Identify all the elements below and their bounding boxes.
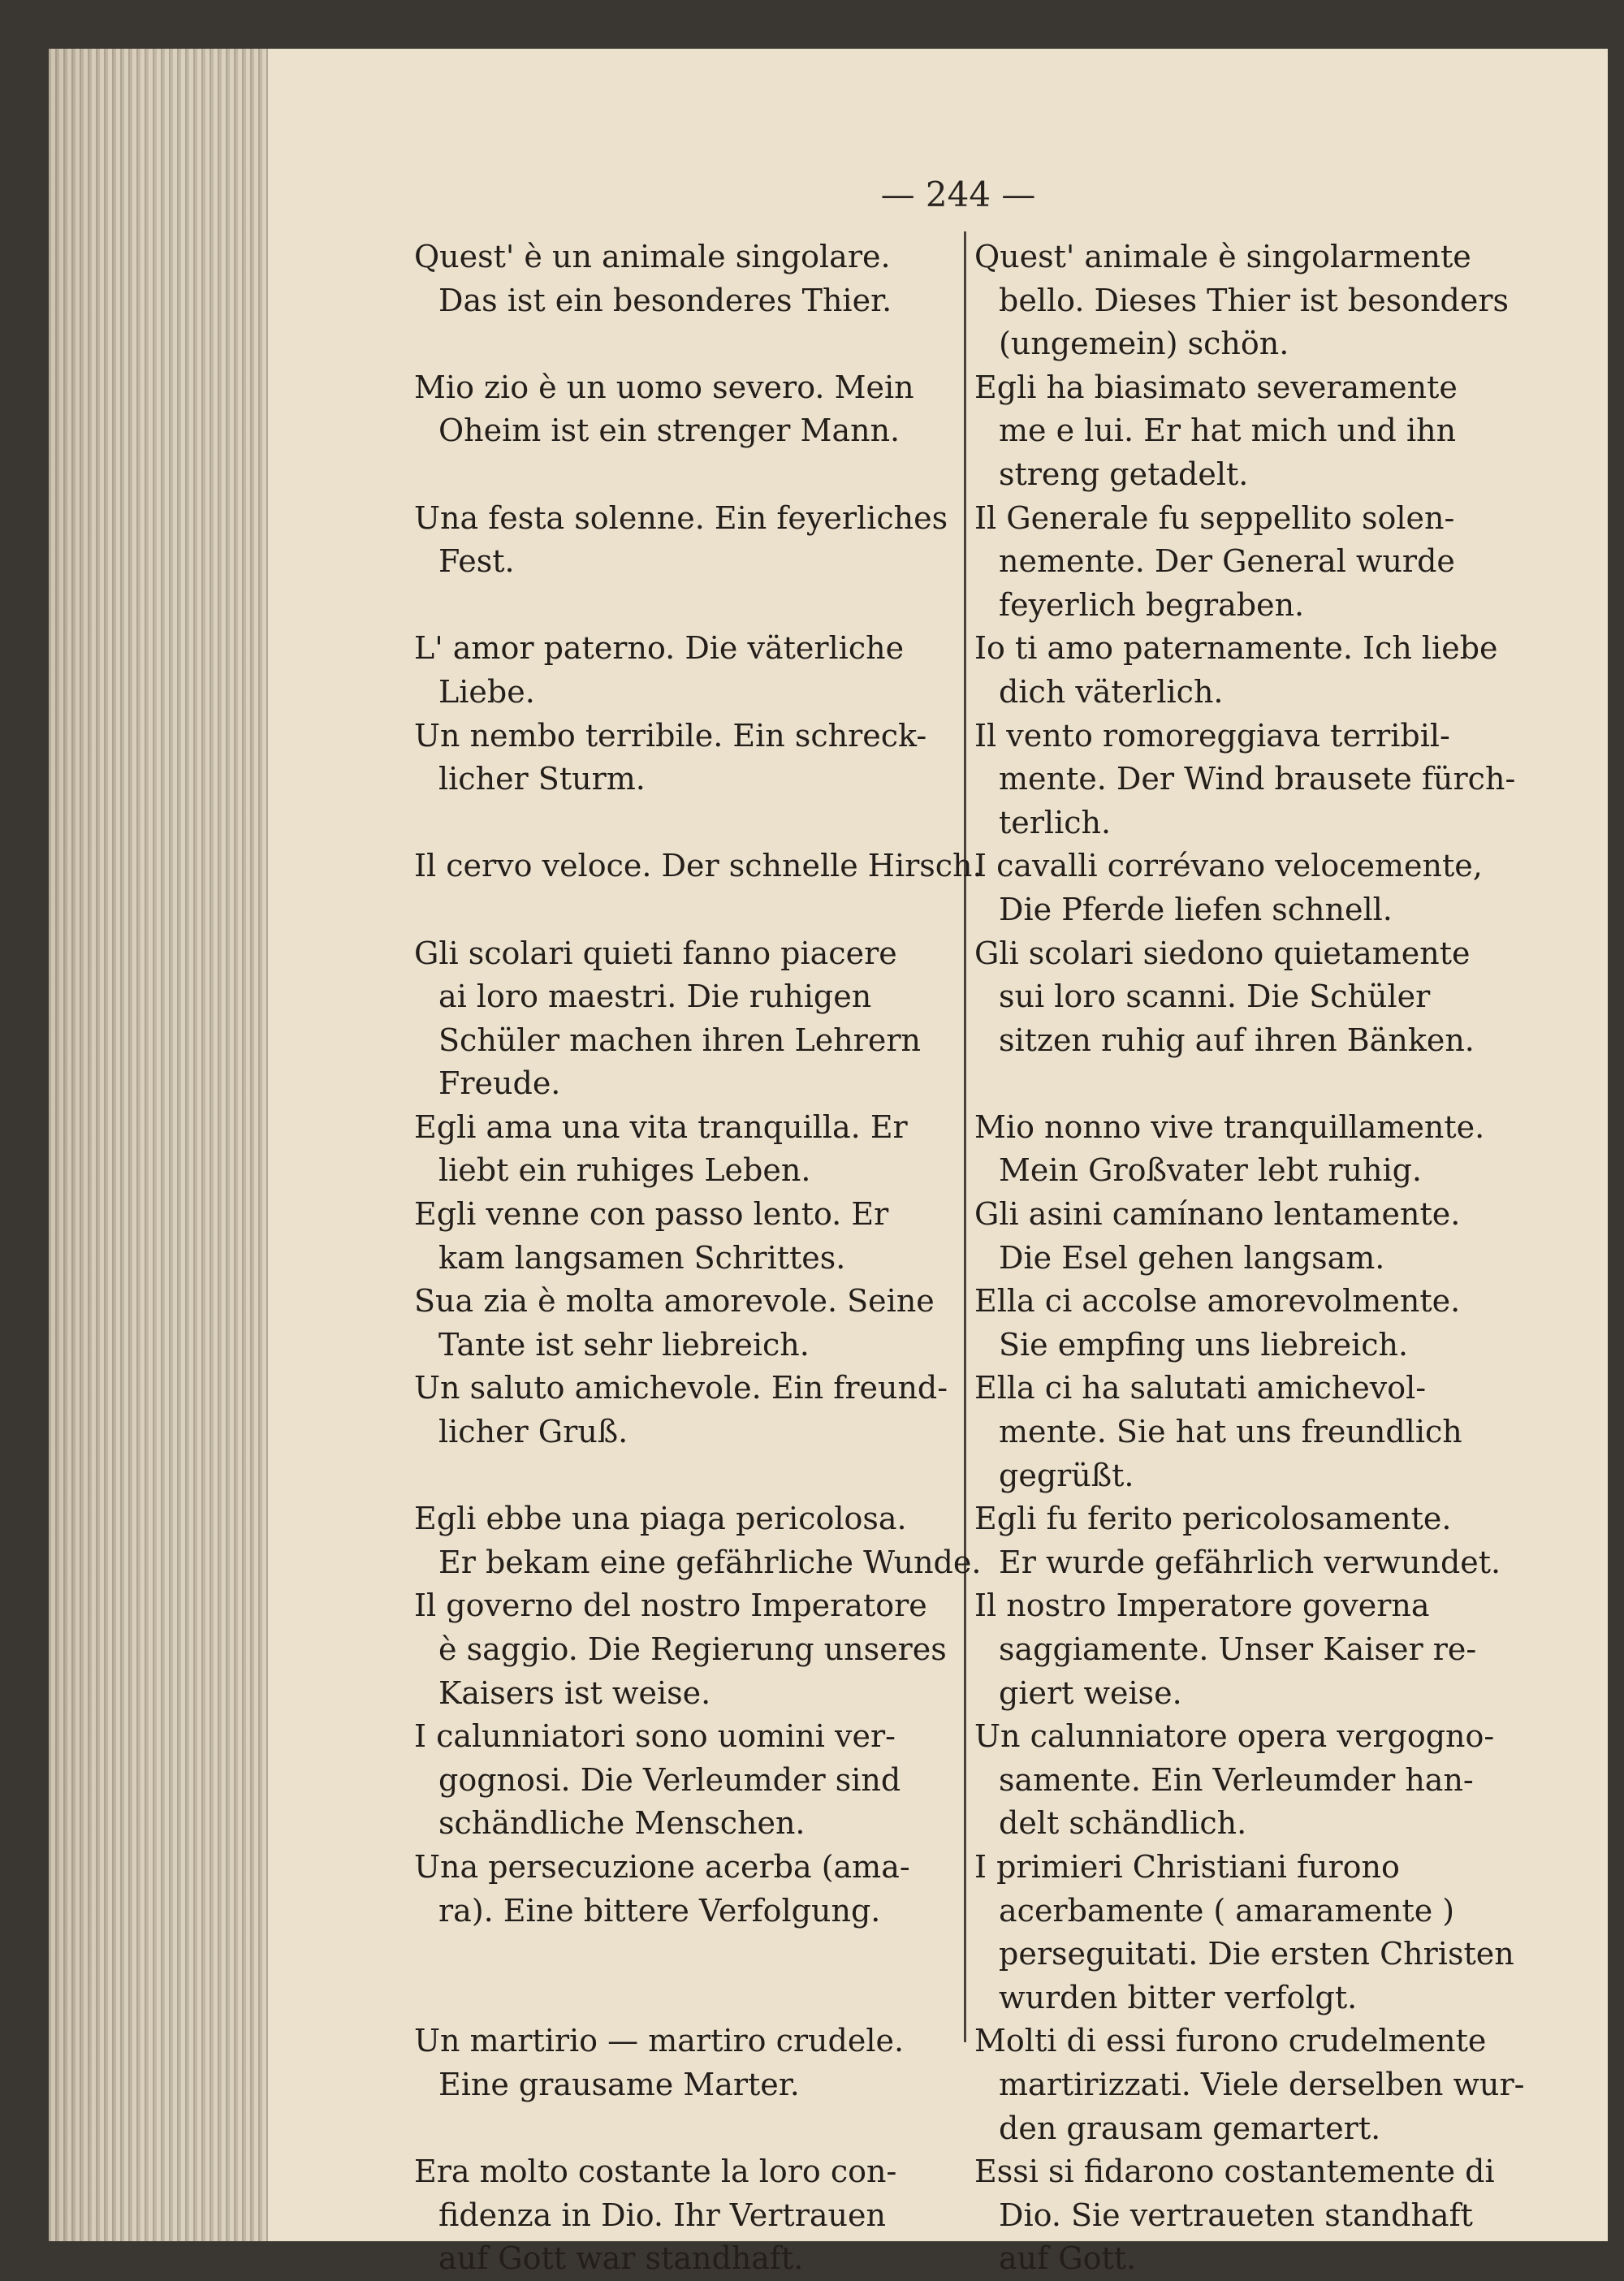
sentence-entry <box>974 1367 1527 1497</box>
sentence-entry <box>974 627 1527 714</box>
entry-spacing <box>414 801 966 845</box>
sentence-entry <box>974 1280 1527 1367</box>
text-line: streng getadelt. <box>999 456 1249 492</box>
text-line: gognosi. Die Verleumder sind <box>438 1761 901 1798</box>
entry-spacing <box>414 2107 966 2151</box>
text-line: Un saluto amichevole. Ein freund- <box>414 1370 948 1406</box>
sentence-entry <box>974 845 1527 931</box>
text-line: Eine grausame Marter. <box>438 2066 800 2102</box>
text-line: Mein Großvater lebt ruhig. <box>999 1152 1422 1189</box>
text-line: Gli asini camínano lentamente. <box>974 1196 1461 1233</box>
text-line: saggiamente. Unser Kaiser re- <box>999 1631 1477 1667</box>
text-line: Egli ebbe una piaga pericolosa. <box>414 1501 907 1537</box>
sentence-entry <box>974 497 1527 628</box>
text-line: Un nembo terribile. Ein schreck- <box>414 717 927 754</box>
text-line: Egli venne con passo lento. Er <box>414 1196 889 1233</box>
text-line: Era molto costante la loro con- <box>414 2154 897 2190</box>
sentence-entry <box>974 715 1527 845</box>
text-line: gegrüßt. <box>999 1457 1134 1493</box>
text-line: Quest' animale è singolarmente <box>974 239 1471 274</box>
text-line: Gli scolari quieti fanno piacere <box>414 935 897 971</box>
text-line: Das ist ein besonderes Thier. <box>438 282 892 318</box>
text-line: Un martirio — martiro crudele. <box>414 2023 905 2059</box>
text-line: Un calunniatore opera vergogno- <box>974 1718 1495 1755</box>
text-line: Liebe. <box>438 673 535 710</box>
sentence-entry <box>414 1280 966 1367</box>
text-line: mente. Der Wind brausete fürch- <box>999 761 1516 797</box>
sentence-entry <box>414 235 966 322</box>
right-column-italian-german <box>974 235 1527 2281</box>
sentence-entry <box>414 497 966 584</box>
entry-spacing <box>414 888 966 932</box>
sentence-entry <box>414 1193 966 1280</box>
sentence-entry <box>414 2150 966 2281</box>
text-line: Ella ci ha salutati amichevol- <box>974 1370 1427 1406</box>
text-line: perseguitati. Die ersten Christen <box>999 1936 1514 1972</box>
text-line: bello. Dieses Thier ist besonders <box>999 282 1510 318</box>
left-column-italian-german <box>414 235 983 2281</box>
text-line: Sie empfing uns liebreich. <box>999 1326 1409 1363</box>
sentence-entry <box>414 2020 966 2106</box>
text-line: Il cervo veloce. Der schnelle Hirsch. <box>414 848 983 884</box>
text-line: I cavalli corrévano velocemente, <box>974 848 1483 884</box>
sentence-entry <box>974 1715 1527 1846</box>
text-line: Die Esel gehen langsam. <box>999 1239 1385 1276</box>
text-line: fidenza in Dio. Ihr Vertrauen <box>438 2197 886 2233</box>
text-line: Kaisers ist weise. <box>438 1674 711 1711</box>
text-line: mente. Sie hat uns freundlich <box>999 1414 1462 1450</box>
sentence-entry <box>414 366 966 453</box>
sentence-entry <box>414 627 966 714</box>
text-line: dich väterlich. <box>999 673 1224 710</box>
sentence-entry <box>414 1715 966 1846</box>
text-line: Tante ist sehr liebreich. <box>438 1326 810 1363</box>
sentence-entry <box>974 1497 1527 1584</box>
text-line: I calunniatori sono uomini ver- <box>414 1718 896 1755</box>
text-line: licher Sturm. <box>438 761 646 797</box>
sentence-entry <box>974 366 1527 497</box>
text-line: wurden bitter verfolgt. <box>999 1979 1358 2015</box>
text-line: Il vento romoreggiava terribil- <box>974 717 1450 754</box>
sentence-entry <box>414 715 966 801</box>
text-line: nemente. Der General wurde <box>999 543 1455 580</box>
text-line: licher Gruß. <box>438 1414 628 1450</box>
text-line: terlich. <box>999 804 1112 840</box>
text-line: sui loro scanni. Die Schüler <box>999 978 1431 1015</box>
sentence-entry <box>414 1497 982 1584</box>
sentence-entry <box>974 2150 1527 2281</box>
text-line: Il governo del nostro Imperatore <box>414 1588 927 1624</box>
text-line: acerbamente ( amaramente ) <box>999 1892 1455 1929</box>
sentence-entry <box>414 1584 966 1715</box>
text-line: Er wurde gefährlich verwundet. <box>999 1544 1501 1580</box>
text-line: Una festa solenne. Ein feyerliches <box>414 499 948 536</box>
sentence-entry <box>414 1846 966 1933</box>
page-edges <box>49 49 276 2241</box>
text-line: Gli scolari siedono quietamente <box>974 935 1471 971</box>
text-line: Il nostro Imperatore governa <box>974 1588 1430 1624</box>
text-line: Egli fu ferito pericolosamente. <box>974 1501 1452 1537</box>
text-line: L' amor paterno. Die väterliche <box>414 630 905 667</box>
text-line: Oheim ist ein strenger Mann. <box>438 413 901 449</box>
sentence-entry <box>974 235 1527 366</box>
text-line: Er bekam eine gefährliche Wunde. <box>438 1544 982 1580</box>
sentence-entry <box>414 1106 966 1193</box>
text-line: Mio nonno vive tranquillamente. <box>974 1108 1485 1145</box>
text-line: Mio zio è un uomo severo. Mein <box>414 369 914 405</box>
entry-spacing <box>414 453 966 497</box>
text-line: Ella ci accolse amorevolmente. <box>974 1283 1461 1320</box>
text-line: Freude. <box>438 1065 561 1102</box>
text-line: Io ti amo paternamente. Ich liebe <box>974 630 1498 667</box>
text-line: liebt ein ruhiges Leben. <box>438 1152 811 1189</box>
sentence-entry <box>974 1106 1527 1193</box>
entry-spacing <box>974 1062 1527 1106</box>
sentence-entry <box>414 845 983 888</box>
text-line: Egli ama una vita tranquilla. Er <box>414 1108 908 1145</box>
text-line: den grausam gemartert. <box>999 2110 1381 2146</box>
text-line: martirizzati. Viele derselben wur- <box>999 2066 1525 2102</box>
entry-spacing <box>414 1933 966 2020</box>
page-number: — 244 — <box>880 175 1036 214</box>
text-line: Essi si fidarono costantemente di <box>974 2154 1495 2190</box>
text-line: Quest' è un animale singolare. <box>414 239 891 274</box>
text-line: ra). Eine bittere Verfolgung. <box>438 1892 881 1929</box>
sentence-entry <box>974 1846 1527 2020</box>
text-line: Una persecuzione acerba (ama- <box>414 1848 910 1885</box>
entry-spacing <box>414 322 966 366</box>
text-line: auf Gott. <box>999 2240 1137 2277</box>
entry-spacing <box>414 1454 966 1498</box>
text-line: sitzen ruhig auf ihren Bänken. <box>999 1022 1475 1058</box>
sentence-entry <box>414 932 966 1106</box>
text-line: Dio. Sie vertraueten standhaft <box>999 2197 1473 2233</box>
text-line: ai loro maestri. Die ruhigen <box>438 978 872 1015</box>
text-line: schändliche Menschen. <box>438 1805 806 1842</box>
text-line: delt schändlich. <box>999 1805 1247 1842</box>
text-line: kam langsamen Schrittes. <box>438 1239 846 1276</box>
text-line: I primieri Christiani furono <box>974 1848 1400 1885</box>
text-line: Egli ha biasimato severamente <box>974 369 1458 405</box>
entry-spacing <box>414 584 966 628</box>
text-line: feyerlich begraben. <box>999 586 1305 623</box>
text-line: samente. Ein Verleumder han- <box>999 1761 1474 1798</box>
sentence-entry <box>974 1584 1527 1715</box>
sentence-entry <box>974 2020 1527 2150</box>
text-line: Il Generale fu seppellito solen- <box>974 499 1455 536</box>
sentence-entry <box>974 932 1527 1063</box>
text-line: Fest. <box>438 543 515 580</box>
sentence-entry <box>974 1193 1527 1280</box>
text-line: auf Gott war standhaft. <box>438 2240 804 2277</box>
text-line: (ungemein) schön. <box>999 326 1289 362</box>
text-line: Die Pferde liefen schnell. <box>999 891 1393 927</box>
text-line: Schüler machen ihren Lehrern <box>438 1022 921 1058</box>
text-line: me e lui. Er hat mich und ihn <box>999 413 1457 449</box>
text-line: è saggio. Die Regierung unseres <box>438 1631 947 1667</box>
text-line: Molti di essi furono crudelmente <box>974 2023 1487 2059</box>
sentence-entry <box>414 1367 966 1454</box>
text-line: Sua zia è molta amorevole. Seine <box>414 1283 935 1320</box>
text-line: giert weise. <box>999 1674 1182 1711</box>
